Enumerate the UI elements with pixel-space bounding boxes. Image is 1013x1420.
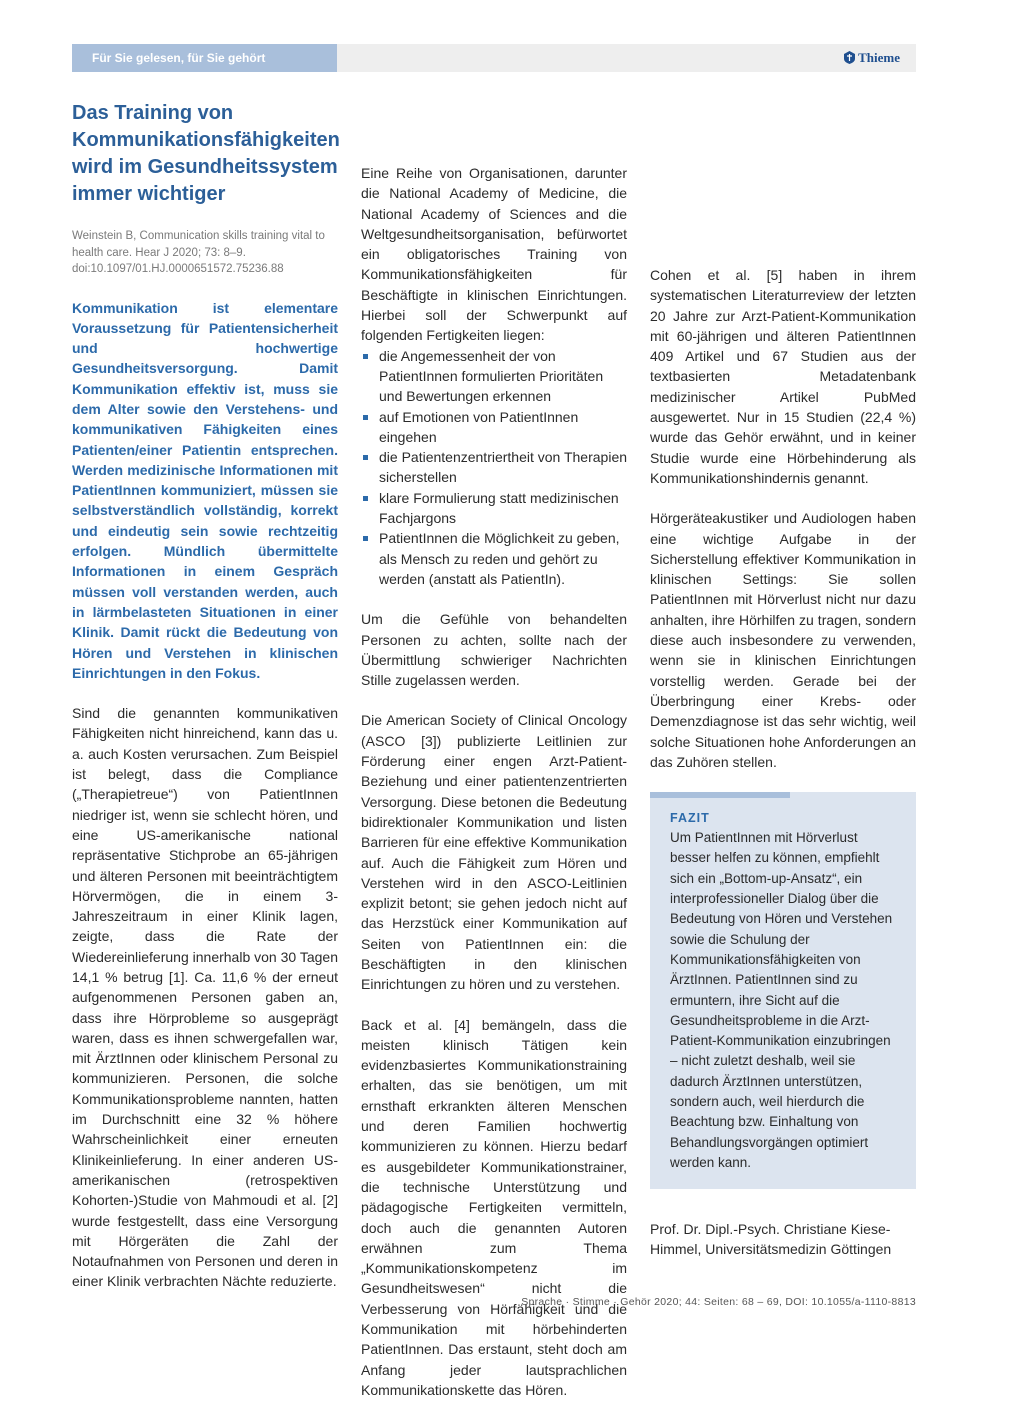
citation: Weinstein B, Communication skills training vital to health care. Hear J 2020; 73: 8–9. doi:10.1097/01.HJ.0000651572.75236.88 (72, 230, 325, 275)
body-paragraph: Eine Reihe von Organisationen, darunter die National Academy of Medicine, die National Academy of Sciences and die Weltgesundheitsorganisation, befürwortet ein obligatorisches Training von Kommunikationsfähigkeiten für Beschäftigte in klinischen Einrichtungen. Hierbei soll der Schwerpunkt auf folgenden Fertigkeiten liegen: (361, 165, 627, 344)
list-item: PatientInnen die Möglichkeit zu geben, als Mensch zu reden und gehört zu werden (anstatt als PatientIn). (361, 528, 627, 589)
article-title: Das Training von Kommunikationsfähigkeiten wird im Gesundheitssystem immer wichtiger (72, 102, 340, 205)
list-item: klare Formulierung statt medizinischen Fachjargons (361, 488, 627, 529)
body-paragraph: Back et al. [4] bemängeln, dass die meisten klinisch Tätigen kein evidenzbasiertes Kommunikationstraining erhalten, das sie benötigen, um mit ernsthaft erkrankten älteren Menschen und deren Familien hochwertig kommunizieren zu können. Hierzu bedarf es ausgebildeter Kommunikationstrainer, die technische Unterstützung und pädagogische Fertigkeiten vermitteln, doch auch die genannten Autoren erwähnen zum Thema „Kommunikationskompetenz im Gesundheitswesen“ nicht die Verbesserung von Hörfähigkeit und die Kommunikation mit hörbehinderten PatientInnen. Das erstaunt, steht doch am Anfang jeder lautsprachlichen Kommunikationskette das Hören. (361, 1016, 627, 1398)
body-paragraph: Die American Society of Clinical Oncology (ASCO [3]) publizierte Leitlinien zur Förderung einer engen Arzt-Patient-Beziehung und einer patientenzentrierten Versorgung. Diese betonen die Bedeutung bidirektionaler Kommunikation und listen Barrieren für eine effektive Kommunikation auf. Auch die Fähigkeit zum Hören und Verstehen wird in den ASCO-Leitlinien explizit betont; sie gehen jedoch nicht auf das Herzstück einer Kommunikation auf Seiten von PatientInnen ein: die Beschäftigten in den klinischen Einrichtungen zu hören und zu verstehen. (361, 712, 627, 993)
bullet-icon (363, 536, 368, 541)
footer-citation: Sprache · Stimme · Gehör 2020; 44: Seiten: 68 – 69, DOI: 10.1055/a-1110-8813 (521, 1296, 916, 1308)
list-item: die Patientenzentriertheit von Therapien sicherstellen (361, 447, 627, 488)
column-3 (650, 265, 916, 1209)
skills-list (361, 346, 627, 590)
section-label: Für Sie gelesen, für Sie gehört (72, 44, 337, 72)
list-item: die Angemessenheit der von PatientInnen formulierten Prioritäten und Bewertungen erkennen (361, 346, 627, 407)
fazit-accent-bar (650, 792, 790, 798)
list-item: auf Emotionen von PatientInnen eingehen (361, 407, 627, 448)
bullet-icon (363, 496, 368, 501)
author-line: Prof. Dr. Dipl.-Psych. Christiane Kiese-Himmel, Universitätsmedizin Göttingen (650, 1221, 892, 1258)
fazit-title: FAZIT (670, 811, 710, 826)
thieme-logo-icon (844, 46, 855, 59)
body-paragraph: Cohen et al. [5] haben in ihrem systematischen Literaturreview der letzten 20 Jahre zur Arzt-Patient-Kommunikation mit 60-jährigen und älteren PatientInnen 409 Artikel und 67 Studien aus der textbasierten Metadatenbank medizinischer Artikel PubMed ausgewertet. Nur in 15 Studien (22,4 %) wurde das Gehör erwähnt, und in keiner Studie wurde eine Hörbehinderung als Kommunikationshindernis genannt. (650, 267, 916, 486)
brand (844, 44, 900, 72)
bullet-icon (363, 354, 368, 359)
bullet-icon (363, 455, 368, 460)
header-bar (72, 44, 916, 72)
body-paragraph: Hörgeräteakustiker und Audiologen haben eine wichtige Aufgabe in der Sicherstellung effektiver Kommunikation in klinischen Settings: Sie sollen PatientInnen mit Hörverlust nicht nur dazu anhalten, ihre Hörhilfen zu tragen, sondern diese auch insbesondere zu verwenden, wenn sie in klinischen Einrichtungen vorstellig werden. Gerade bei der Überbringung einer Krebs- oder Demenzdiagnose ist das sehr wichtig, weil solche Situationen hohe Anforderungen an das Zuhören stellen. (650, 510, 916, 770)
column-2-body (361, 163, 627, 1420)
fazit-text: Um PatientInnen mit Hörverlust besser helfen zu können, empfiehlt sich ein „Bottom-up-Ansatz“, ein interprofessioneller Dialog über die Bedeutung von Hören und Verstehen sowie die Schulung der Kommunikationsfähigkeiten von ÄrztInnen. PatientInnen sind zu ermuntern, ihre Sicht auf die Gesundheitsprobleme in die Arzt-Patient-Kommunikation einzubringen – nicht zuletzt deshalb, weil sie dadurch ÄrztInnen unterstützen, sondern auch, weil hierdurch die Beachtung bzw. Einhaltung von Behandlungsvorgängen optimiert werden kann. (670, 830, 893, 1170)
brand-name: Thieme (858, 50, 900, 65)
bullet-icon (363, 415, 368, 420)
body-paragraph: Um die Gefühle von behandelten Personen zu achten, sollte nach der Übermittlung schwieriger Nachrichten Stille zugelassen werden. (361, 611, 627, 689)
lead-paragraph: Kommunikation ist elementare Voraussetzung für Patientensicherheit und hochwertige Gesundheitsversorgung. Damit Kommunikation effektiv ist, muss sie dem Alter sowie den Verstehens- und kommunikativen Fähigkeiten eines Patienten/einer Patientin entsprechen. Werden medizinische Informationen mit PatientInnen kommuniziert, müssen sie selbstverständlich vollständig, korrekt und eindeutig sein sowie rechtzeitig erfolgen. Mündlich übermittelte Informationen in einem Gespräch müssen voll verstanden werden, auch in lärmbelasteten Situationen in einer Klinik. Damit rückt die Bedeutung von Hören und Verstehen in klinischen Einrichtungen in den Fokus. (72, 299, 338, 681)
fazit-box (650, 792, 916, 1189)
column-1 (72, 100, 338, 1312)
body-paragraph: Sind die genannten kommunikativen Fähigkeiten nicht hinreichend, kann das u. a. auch Kosten verursachen. Zum Beispiel ist belegt, dass die Compliance („Therapietreue“) von PatientInnen niedriger ist, wenn sie schlecht hören, und eine US-amerikanische national repräsentative Stichprobe an 65-jährigen und älteren Personen mit beeinträchtigtem Hörvermögen, die in einem 3-Jahreszeitraum in einer Klinik lagen, zeigte, dass die Rate der Wiedereinlieferung innerhalb von 30 Tagen 14,1 % betrug [1]. Ca. 11,6 % der erneut aufgenommenen Personen gaben an, dass ihre Hörprobleme so ausgeprägt waren, dass es ihnen schwergefallen war, mit ÄrztInnen oder klinischem Personal zu kommunizieren. Personen, die solche Kommunikationsprobleme nannten, hatten im Durchschnitt eine 32 % höhere Wahrscheinlichkeit einer erneuten Klinikeinlieferung. In einer anderen US-amerikanischen (retrospektiven Kohorten-)Studie von Mahmoudi et al. [2] wurde festgestellt, dass eine Versorgung mit Hörgeräten die Zahl der Notaufnahmen von Personen und deren in einer Klinik verbrachten Nächte reduzierte. (72, 705, 338, 1290)
